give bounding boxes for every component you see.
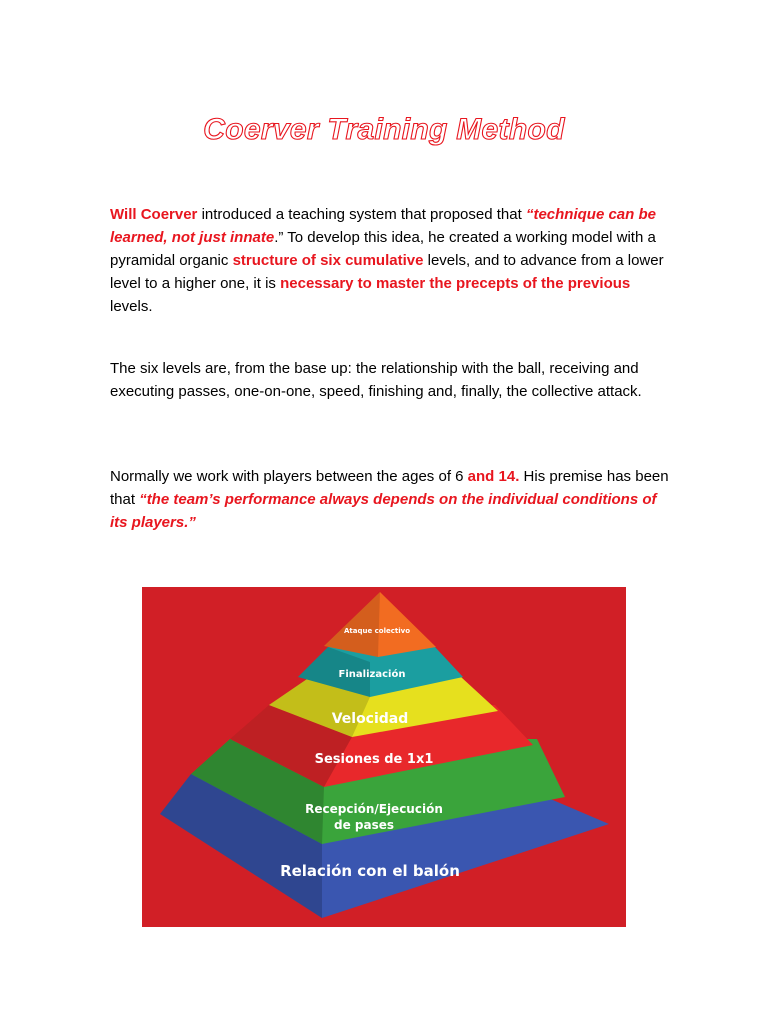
text-span: His premise has been that [110,468,669,508]
level-6-label: Relación con el balón [280,862,460,880]
level-3-label: Velocidad [331,711,409,727]
text-span: Normally we work with players between the ages of 6 [110,468,468,485]
levels-paragraph: The six levels are, from the base up: the relationship with the ball, receiving and executing passes, one-on-one, speed, finishing and, finally, the collective attack. [110,360,642,400]
level-2-label: Finalización [338,669,406,680]
premise-paragraph [110,465,670,534]
age-highlight: and 14. [467,468,520,485]
author-name: Will Coerver [110,206,198,223]
intro-paragraph [110,203,670,318]
precepts-highlight: necessary to master the precepts of the previous [280,275,631,292]
text-span: levels. [110,298,153,315]
structure-highlight: structure of six cumulative [232,252,424,269]
pyramid-figure [142,587,626,927]
pyramid-diagram [142,587,626,927]
level-5-label-line1: Recepción/Ejecución [305,802,443,816]
level-4-label: Sesiones de 1x1 [314,752,434,767]
level-5-label-line2: de pases [333,818,395,832]
text-span: levels, and to advance from a lower level to a higher one, it is [110,252,664,292]
level-1-label: Ataque colectivo [343,627,411,635]
text-span: .” To develop this idea, he created a working model with a pyramidal organic [110,229,656,269]
premise-quote: “the team’s performance always depends on the individual conditions of its players.” [110,491,657,531]
text-span: introduced a teaching system that proposed that [197,206,526,223]
page-title: Coerver Training Method [203,113,565,146]
quote-highlight: “technique can be learned, not just innate [110,206,656,246]
